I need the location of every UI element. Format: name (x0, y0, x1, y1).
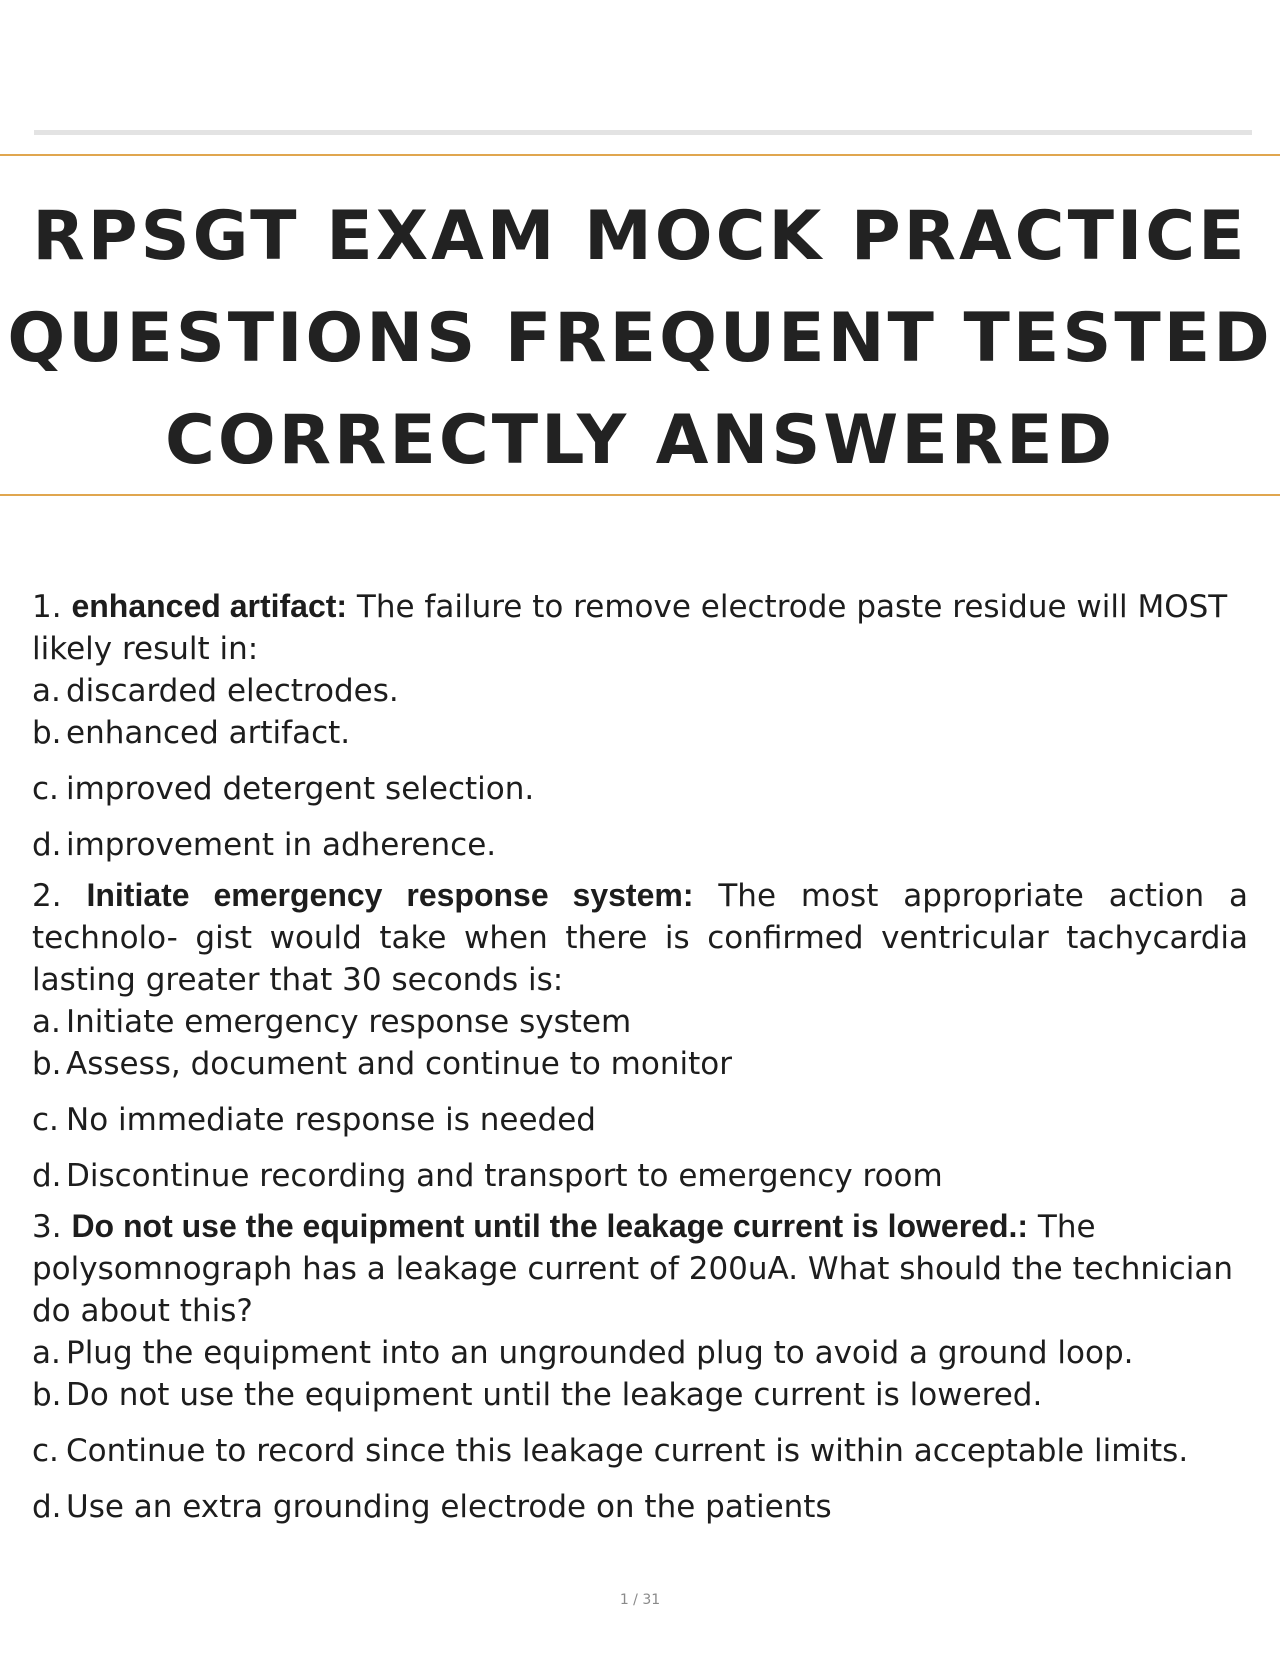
option-c (32, 1099, 1248, 1141)
question-number: 3. (32, 1209, 62, 1245)
option-letter: c. (32, 771, 59, 807)
option-text: improved detergent selection. (66, 771, 535, 807)
option-a (32, 1332, 1248, 1374)
question-text: The failure to remove electrode paste residue will MOST likely result in: (32, 589, 1228, 667)
option-a (32, 670, 1248, 712)
title-line-1: RPSGT EXAM MOCK PRACTICE (32, 197, 1248, 276)
option-text: Continue to record since this leakage current is within acceptable limits. (66, 1433, 1189, 1469)
question-text: The most appropriate action a technolo- gist would take when there is confirmed ventricular tachycardia lasting greater that 30 seconds is: (32, 878, 1249, 998)
option-letter: a. (32, 1004, 61, 1040)
option-text: enhanced artifact. (66, 715, 351, 751)
title-line-3: CORRECTLY ANSWERED (164, 401, 1116, 480)
option-letter: b. (32, 1377, 62, 1413)
option-letter: a. (32, 673, 61, 709)
option-text: discarded electrodes. (66, 673, 399, 709)
questions-list (32, 585, 1248, 1528)
option-letter: d. (32, 1489, 62, 1525)
question-text: The polysomnograph has a leakage current of 200uA. What should the technician do about this? (32, 1209, 1233, 1329)
page-indicator: 1 / 31 (619, 1592, 661, 1608)
question-1 (32, 585, 1248, 670)
title-line-2: QUESTIONS FREQUENT TESTED (7, 299, 1273, 378)
option-letter: c. (32, 1102, 59, 1138)
document-title (0, 156, 1280, 492)
option-c (32, 768, 1248, 810)
option-letter: c. (32, 1433, 59, 1469)
option-letter: d. (32, 827, 62, 863)
option-d (32, 1155, 1248, 1197)
option-d (32, 824, 1248, 866)
title-block (0, 154, 1280, 496)
option-b (32, 1374, 1248, 1416)
option-text: improvement in adherence. (66, 827, 497, 863)
question-answer: enhanced artifact: (71, 588, 348, 624)
option-text: Do not use the equipment until the leakage current is lowered. (66, 1377, 1043, 1413)
option-text: Initiate emergency response system (66, 1004, 632, 1040)
option-d (32, 1486, 1248, 1528)
header-divider (34, 130, 1252, 135)
option-b (32, 1043, 1248, 1085)
option-c (32, 1430, 1248, 1472)
question-3 (32, 1205, 1248, 1332)
option-a (32, 1001, 1248, 1043)
question-2 (32, 874, 1248, 1001)
option-letter: b. (32, 715, 62, 751)
question-answer: Do not use the equipment until the leakage current is lowered.: (71, 1208, 1029, 1244)
option-text: Assess, document and continue to monitor (66, 1046, 732, 1082)
option-letter: b. (32, 1046, 62, 1082)
option-b (32, 712, 1248, 754)
option-text: Discontinue recording and transport to emergency room (66, 1158, 943, 1194)
option-text: Use an extra grounding electrode on the patients (66, 1489, 832, 1525)
option-text: Plug the equipment into an ungrounded plug to avoid a ground loop. (66, 1335, 1134, 1371)
option-letter: d. (32, 1158, 62, 1194)
question-number: 2. (32, 878, 62, 914)
option-text: No immediate response is needed (66, 1102, 596, 1138)
option-letter: a. (32, 1335, 61, 1371)
question-number: 1. (32, 589, 62, 625)
question-answer: Initiate emergency response system: (86, 877, 694, 913)
